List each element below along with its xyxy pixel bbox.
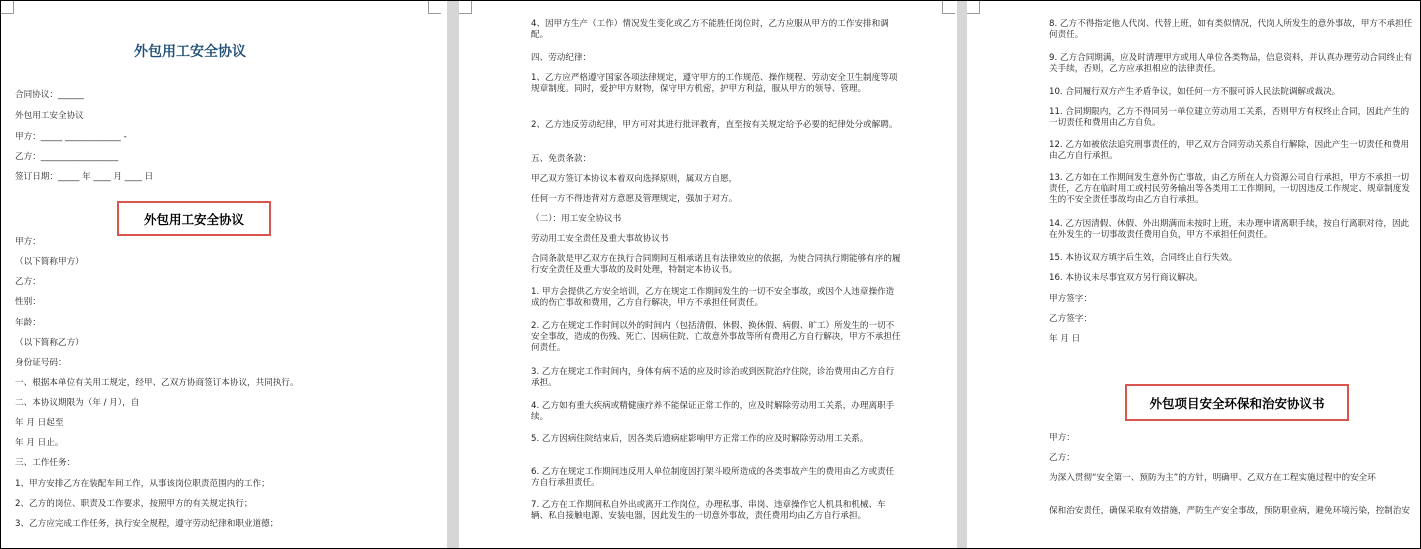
document-page-3	[967, 1, 1420, 548]
paragraph: 为深入贯彻“安全第一、预防为主”的方针，明确甲、乙双方在工程实施过程中的安全环	[1049, 473, 1376, 483]
paragraph: 6. 乙方在规定工作期间违反用人单位制度因打架斗殴所造成的各类事故产生的费用由乙方或责任方自行承担责任。	[531, 467, 895, 488]
crop-mark	[942, 1, 955, 14]
party-b-line: 乙方：	[1049, 453, 1075, 463]
paragraph: 12. 乙方如被依法追究刑事责任的，甲乙双方合同劳动关系自行解除，因此产生一切责任和费用由乙方自行承担。	[1049, 140, 1410, 161]
body-line: 2、乙方的岗位、职责及工作要求，按照甲方的有关规定执行；	[15, 499, 253, 509]
body-line: （以下简称乙方）	[15, 338, 84, 348]
agreement-name-line: 外包用工安全协议	[15, 111, 84, 121]
paragraph: 7. 乙方在工作期间私自外出或离开工作岗位，办理私事、串岗、违章操作它人机具和机械、车辆、私自接触电源、安装电器，因此发生的一切意外事故，责任费用均由乙方自行承担。	[531, 500, 886, 521]
paragraph: 1、乙方应严格遵守国家各项法律规定，遵守甲方的工作规范、操作规程、劳动安全卫生制度等项规章制度。同时，爱护甲方财物，保守甲方机密，护甲方利益，服从甲方的领导、管理。	[531, 73, 898, 94]
paragraph: 5. 乙方因病住院结束后，因各类后遗病症影响甲方正常工作的应及时解除劳动用工关系。	[531, 434, 869, 444]
body-line: 甲方：	[15, 237, 41, 247]
paragraph: 4、因甲方生产（工作）情况发生变化或乙方不能胜任岗位时，乙方应服从甲方的工作安排和调配。	[531, 19, 889, 40]
document-page-1	[1, 1, 447, 548]
party-a-line: 甲方：_____ _____________ -	[15, 132, 127, 142]
sign-date-line: 签订日期：_____ 年 ____ 月 ____ 日	[15, 172, 154, 182]
paragraph: 任何一方不得违背对方意愿及管理规定，强加于对方。	[531, 194, 738, 204]
paragraph: 3. 乙方在规定工作时间内，身体有病不适的应及时诊治或到医院治疗住院，诊治费用由乙方自行承担。	[531, 367, 895, 388]
paragraph: 16. 本协议未尽事宜双方另行商议解决。	[1049, 273, 1203, 283]
body-line: 性别：	[15, 297, 41, 307]
paragraph: 2、乙方违反劳动纪律，甲方可对其进行批评教育，直至按有关规定给予必要的纪律处分或解聘。	[531, 120, 898, 130]
signature-line-a: 甲方签字：	[1049, 294, 1092, 304]
body-line: 二、本协议期限为（年 / 月），自	[15, 398, 140, 408]
body-line: 年 月 日止。	[15, 438, 64, 448]
body-line: 三、工作任务：	[15, 458, 76, 468]
paragraph: 保和治安责任，确保采取有效措施，严防生产安全事故，预防职业病，避免环境污染，控制治安	[1049, 506, 1410, 516]
crop-mark	[1, 1, 14, 14]
body-line: 年 月 日起至	[15, 418, 64, 428]
highlighted-heading-text: 外包用工安全协议	[143, 211, 244, 227]
party-a-line: 甲方：	[1049, 433, 1075, 443]
crop-mark	[428, 1, 441, 14]
body-line: 身份证号码：	[15, 358, 67, 368]
paragraph: 13. 乙方如在工作期间发生意外伤亡事故，由乙方所在人力资源公司自行承担，甲方不承担一切责任，乙方在临时用工或村民劳务输出等各类用工工作期间，一切因违反工作规定、规章制度发生的不安全责任事故均由乙方自行承担。	[1049, 173, 1410, 205]
paragraph: 10. 合同履行双方产生矛盾争议，如任何一方不服可诉人民法院调解或裁决。	[1049, 87, 1341, 97]
paragraph: 9. 乙方合同期满，应及时清理甲方或用人单位各类物品，信息资料，并认真办理劳动合同终止有关手续，否则，乙方应承担相应的法律责任。	[1049, 53, 1413, 74]
paragraph: 11. 合同期限内，乙方不得同另一单位建立劳动用工关系，否则甲方有权终止合同，因此产生的一切责任和费用由乙方自负。	[1049, 107, 1410, 128]
paragraph: 甲乙双方签订本协议本着双向选择原则，属双方自愿，	[531, 174, 738, 184]
paragraph: 14. 乙方因清假、休假、外出期满而未按时上班，未办理申请离职手续，按自行离职对待，因此在外发生的一切事故责任费用自负，甲方不承担任何责任。	[1049, 219, 1410, 240]
body-line: 乙方：	[15, 277, 41, 287]
highlighted-heading-text: 外包项目安全环保和治安协议书	[1149, 395, 1325, 411]
paragraph: 15. 本协议双方填字后生效，合同终止自行失效。	[1049, 253, 1238, 263]
body-line: （以下简称甲方）	[15, 257, 84, 267]
body-line: 一、根据本单位有关用工规定，经甲、乙双方协商签订本协议，共同执行。	[15, 378, 299, 388]
section-heading: 五、免责条款：	[531, 154, 592, 164]
section-heading: （二）：用工安全协议书	[531, 214, 622, 224]
paragraph: 2. 乙方在规定工作时间以外的时间内（包括清假、休假、换休假、病假、旷工）所发生的一切不安全事故，造成的伤残、死亡、因病住院、亡故意外事故等所有费用乙方自行解决，甲方不承担任何责任。	[531, 321, 901, 353]
document-page-2	[459, 1, 957, 548]
section-heading: 劳动用工安全责任及重大事故协议书	[531, 234, 669, 244]
section-heading: 四、劳动纪律：	[531, 53, 592, 63]
body-line: 1、甲方安排乙方在装配车间工作，从事该岗位职责范围内的工作；	[15, 479, 270, 489]
highlighted-heading	[117, 201, 271, 236]
highlighted-heading	[1125, 384, 1349, 421]
crop-mark	[967, 1, 980, 14]
contract-number-line: 合同协议：______	[15, 90, 84, 100]
body-line: 3、乙方应完成工作任务，执行安全规程，遵守劳动纪律和职业道德；	[15, 519, 279, 529]
paragraph: 合同条款是甲乙双方在执行合同期间互相承诺且有法律效应的依据，为使合同执行期能够有序的履行安全责任及重大事故的及时处理，特制定本协议书。	[531, 254, 901, 275]
body-line: 年龄：	[15, 318, 41, 328]
document-title: 外包用工安全协议	[134, 44, 246, 60]
party-b-line: 乙方：__________________	[15, 152, 119, 162]
crop-mark	[459, 1, 472, 14]
signature-date: 年 月 日	[1049, 334, 1081, 344]
signature-line-b: 乙方签字：	[1049, 314, 1092, 324]
paragraph: 8. 乙方不得指定他人代岗、代替上班，如有类似情况，代岗人所发生的意外事故，甲方不承担任何责任。	[1049, 19, 1413, 40]
paragraph: 1. 甲方会提供乙方安全培训，乙方在规定工作期间发生的一切不安全事故，或因个人违章操作造成的伤亡事故和费用，乙方自行解决，甲方不承担任何责任。	[531, 287, 895, 308]
paragraph: 4. 乙方如有重大疾病或精健康疗养不能保证正常工作的，应及时解除劳动用工关系，办理离职手续。	[531, 401, 895, 422]
